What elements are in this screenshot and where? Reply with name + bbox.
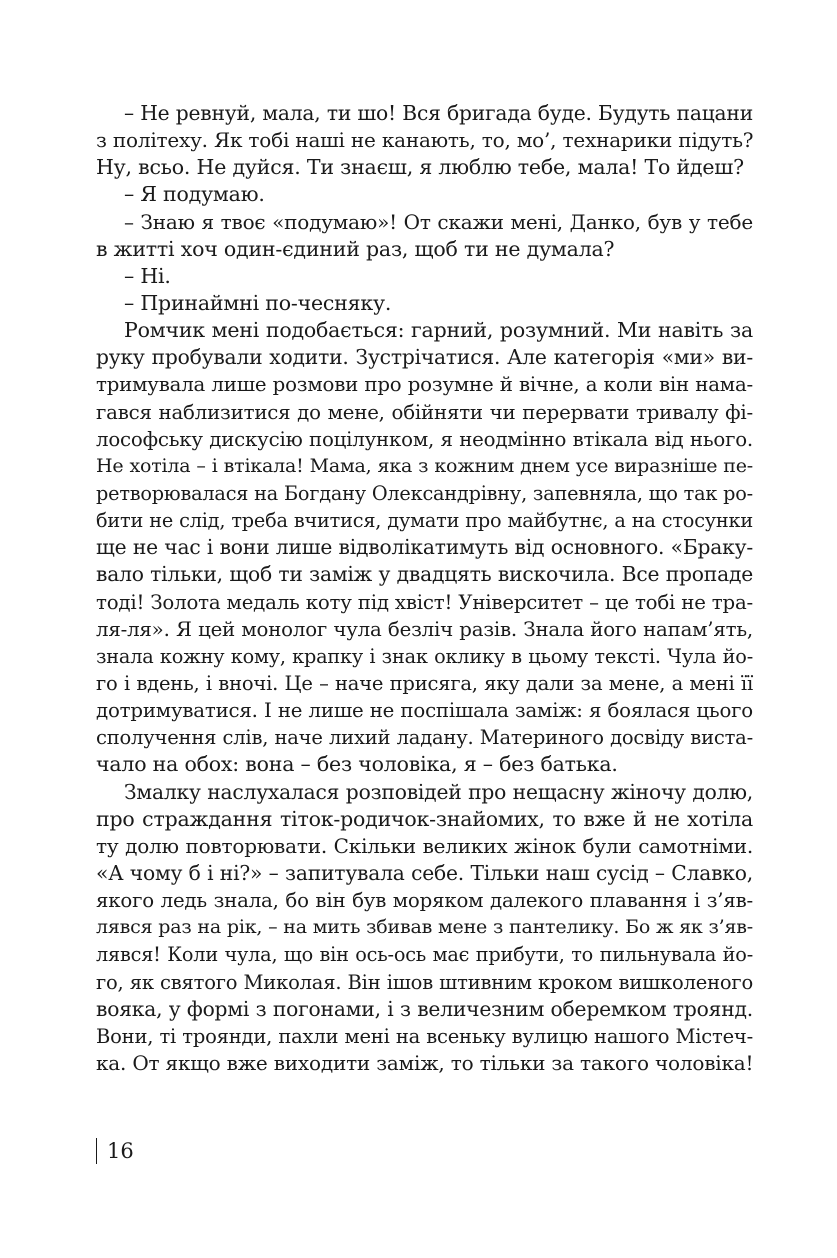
text-line: Вони, ті троянди, пахли мені на всеньку вулицю нашого Містеч- <box>96 1024 753 1048</box>
text-line: лявся! Коли чула, що він ось-ось має прибути, то пильнувала йо- <box>96 943 753 967</box>
text-line: – Ні. <box>124 263 171 288</box>
text-line: – Знаю я твоє «подумаю»! От скажи мені, Данко, був у тебе <box>124 209 753 234</box>
page-number: 16 <box>107 1139 134 1163</box>
text-line: сполучення слів, наче лихий ладану. Материного досвіду виста- <box>96 726 753 750</box>
footer-rule <box>96 1138 97 1164</box>
body-text <box>96 100 753 1077</box>
text-line: Ну, всьо. Не дуйся. Ти знаєш, я люблю тебе, мала! То йдеш? <box>96 155 744 180</box>
text-line: тримувала лише розмови про розумне й вічне, а коли він нама- <box>96 373 753 397</box>
text-line: гався наблизитися до мене, обійняти чи перервати тривалу фі- <box>96 400 753 424</box>
text-line: – Не ревнуй, мала, ти шо! Вся бригада буде. Будуть пацани <box>124 101 753 125</box>
text-line: «А чому б і ні?» – запитувала себе. Тільки наш сусід – Славко, <box>96 860 753 885</box>
text-line: лософську дискусію поцілунком, я неодмінно втікала від нього. <box>96 427 753 451</box>
text-line: руку пробували ходити. Зустрічатися. Але категорія «ми» ви- <box>96 345 753 370</box>
text-line: – Я подумаю. <box>124 182 265 207</box>
text-line: Ромчик мені подобається: гарний, розумний. Ми навіть за <box>124 318 753 343</box>
text-line: ка. От якщо вже виходити заміж, то тільки за такого чоловіка! <box>96 1050 754 1075</box>
text-line: ту долю повторювати. Скільки великих жінок були самотніми. <box>96 833 753 858</box>
text-line: дотримуватися. І не лише не поспішала заміж: я боялася цього <box>96 699 753 723</box>
text-line: го, як святого Миколая. Він ішов штивним кроком вишколеного <box>96 970 753 994</box>
text-line: Змалку наслухалася розповідей про нещасну жіночу долю, <box>124 779 753 804</box>
text-line: чало на обох: вона – без чоловіка, я – без батька. <box>96 752 618 777</box>
text-line: го і вдень, і вночі. Це – наче присяга, яку дали за мене, а мені її <box>96 671 753 695</box>
text-line: з політеху. Як тобі наші не канають, то, мо’, технарики підуть? <box>96 128 754 153</box>
text-line: якого ледь знала, бо він був моряком далекого плавання і з’яв- <box>96 889 753 913</box>
text-line: бити не слід, треба вчитися, думати про майбутнє, а на стосунки <box>96 509 753 533</box>
text-line: вало тільки, щоб ти заміж у двадцять вискочила. Все пропаде <box>96 562 753 587</box>
text-line: ретворювалася на Богдану Олександрівну, запевняла, що так ро- <box>96 481 753 505</box>
text-line: лявся раз на рік, – на мить збивав мене з пантелику. Бо ж як з’яв- <box>96 916 753 939</box>
text-line: про страждання тіток-родичок-знайомих, то вже й не хотіла <box>96 806 753 831</box>
text-line: ля-ля». Я цей монолог чула безліч разів. Знала його напам’ять, <box>96 617 753 641</box>
text-line: знала кожну кому, крапку і знак оклику в цьому тексті. Чула йо- <box>96 644 753 668</box>
text-line: – Принаймні по-чесняку. <box>124 290 392 315</box>
page-footer <box>96 1136 134 1166</box>
text-line: вояка, у формі з погонами, і з величезним оберемком троянд. <box>96 996 753 1021</box>
text-line: ще не час і вони лише відволікатимуть від основного. «Браку- <box>96 535 753 560</box>
text-line: тоді! Золота медаль коту під хвіст! Університет – це тобі не тра- <box>96 590 753 614</box>
text-line: в житті хоч один-єдиний раз, щоб ти не думала? <box>96 236 615 261</box>
text-line: Не хотіла – і втікала! Мама, яка з кожним днем усе виразніше пе- <box>96 454 753 477</box>
